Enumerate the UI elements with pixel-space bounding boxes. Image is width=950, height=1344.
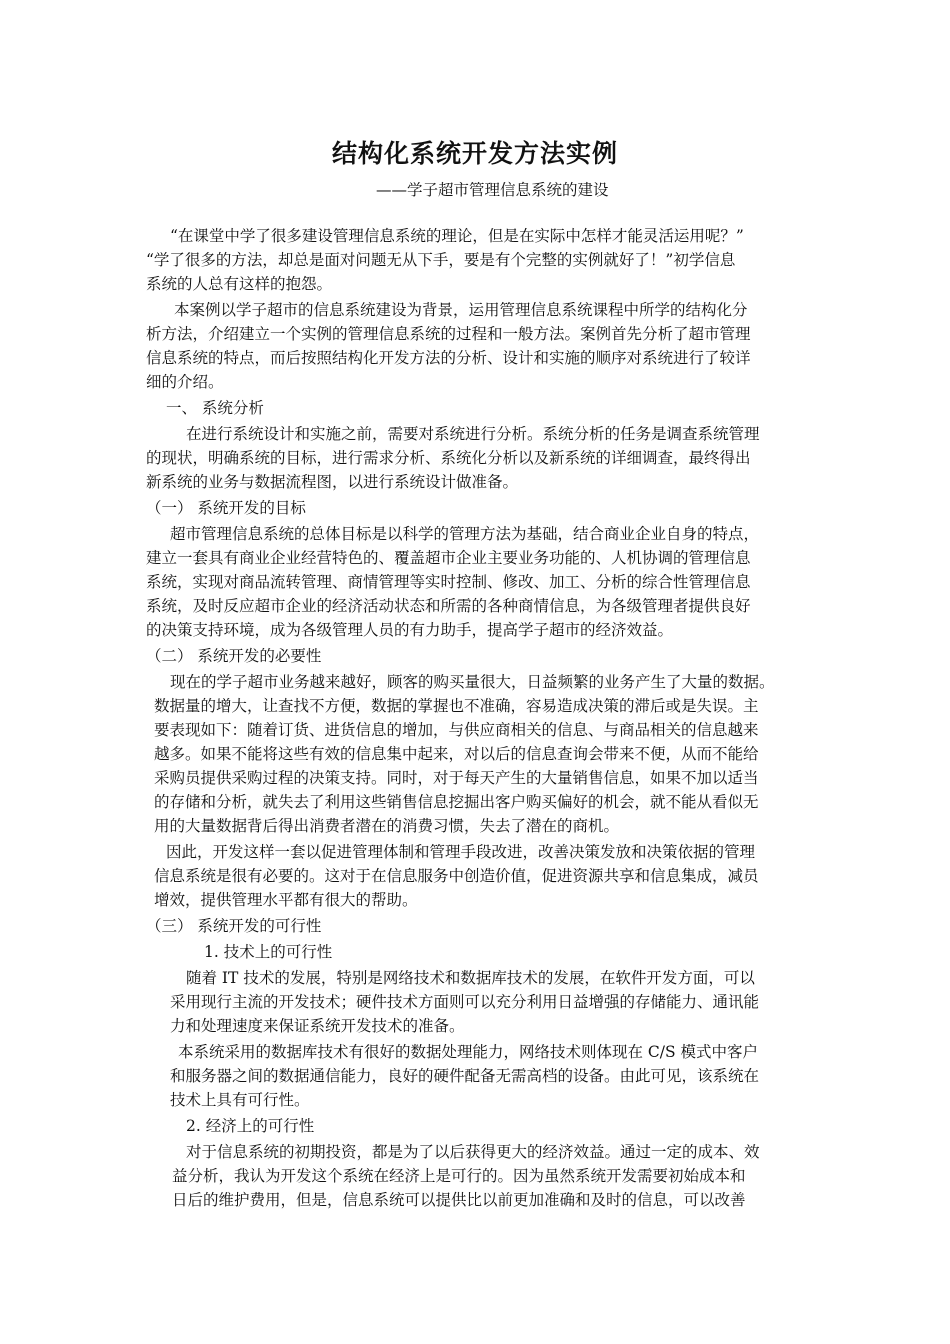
text-line: 信息系统是很有必要的。这对于在信息服务中创造价值，促进资源共享和信息集成，减员 [154,867,759,885]
text-line: （一） 系统开发的目标 [146,499,306,517]
text-line: 超市管理信息系统的总体目标是以科学的管理方法为基础，结合商业企业自身的特点， [170,525,760,543]
text-line: 在进行系统设计和实施之前，需要对系统进行分析。系统分析的任务是调查系统管理 [186,425,760,443]
text-line: 采购员提供采购过程的决策支持。同时，对于每天产生的大量销售信息，如果不加以适当 [154,769,759,787]
text-line: 的存储和分析，就失去了利用这些销售信息挖掘出客户购买偏好的机会，就不能从看似无 [154,793,759,811]
document-title: 结构化系统开发方法实例 [331,139,618,168]
text-line: 采用现行主流的开发技术；硬件技术方面则可以充分利用日益增强的存储能力、通讯能 [170,993,760,1011]
text-line: “在课堂中学了很多建设管理信息系统的理论，但是在实际中怎样才能灵活运用呢？” [170,227,744,245]
text-line: 越多。如果不能将这些有效的信息集中起来，对以后的信息查询会带来不便，从而不能给 [154,745,759,763]
text-line: 益分析，我认为开发这个系统在经济上是可行的。因为虽然系统开发需要初始成本和 [172,1167,746,1185]
text-line: 系统，及时反应超市企业的经济活动状态和所需的各种商情信息，为各级管理者提供良好 [146,597,751,615]
text-line: 要表现如下：随着订货、进货信息的增加，与供应商相关的信息、与商品相关的信息越来 [154,721,759,739]
text-line: 和服务器之间的数据通信能力，良好的硬件配备无需高档的设备。由此可见，该系统在 [170,1067,760,1085]
text-line: 随着 IT 技术的发展，特别是网络技术和数据库技术的发展，在软件开发方面，可以 [186,969,755,987]
text-line: 力和处理速度来保证系统开发技术的准备。 [170,1017,465,1035]
text-line: “学了很多的方法，却总是面对问题无从下手，要是有个完整的实例就好了！”初学信息 [146,251,736,269]
document-subtitle: ——学子超市管理信息系统的建设 [376,181,609,199]
text-line: 对于信息系统的初期投资，都是为了以后获得更大的经济效益。通过一定的成本、效 [186,1143,760,1161]
text-line: 的决策支持环境，成为各级管理人员的有力助手，提高学子超市的经济效益。 [146,621,674,639]
text-line: 细的介绍。 [146,373,224,391]
text-line: 用的大量数据背后得出消费者潜在的消费习惯，失去了潜在的商机。 [154,817,620,835]
text-line: 2. 经济上的可行性 [186,1117,315,1135]
text-line: 新系统的业务与数据流程图，以进行系统设计做准备。 [146,473,519,491]
text-line: 系统的人总有这样的抱怨。 [146,275,333,293]
text-line: 建立一套具有商业企业经营特色的、覆盖超市企业主要业务功能的、人机协调的管理信息 [146,549,751,567]
text-line: （三） 系统开发的可行性 [146,917,322,935]
text-line: 增效，提供管理水平都有很大的帮助。 [154,891,418,909]
text-line: 本案例以学子超市的信息系统建设为背景，运用管理信息系统课程中所学的结构化分 [174,301,748,319]
text-line: 1. 技术上的可行性 [204,943,333,961]
text-line: 系统，实现对商品流转管理、商情管理等实时控制、修改、加工、分析的综合性管理信息 [146,573,751,591]
text-line: 信息系统的特点，而后按照结构化开发方法的分析、设计和实施的顺序对系统进行了较详 [146,349,751,367]
text-line: 日后的维护费用，但是，信息系统可以提供比以前更加准确和及时的信息，可以改善 [172,1191,746,1209]
text-line: 的现状，明确系统的目标，进行需求分析、系统化分析以及新系统的详细调查，最终得出 [146,449,751,467]
text-line: 现在的学子超市业务越来越好，顾客的购买量很大，日益频繁的业务产生了大量的数据。 [170,673,775,691]
text-line: 一、 系统分析 [166,399,264,417]
text-line: 技术上具有可行性。 [170,1091,310,1109]
text-line: 因此，开发这样一套以促进管理体制和管理手段改进，改善决策发放和决策依据的管理 [166,843,756,861]
text-line: 本系统采用的数据库技术有很好的数据处理能力，网络技术则体现在 C/S 模式中客户 [178,1043,759,1061]
text-line: 数据量的增大，让查找不方便，数据的掌握也不准确，容易造成决策的滞后或是失误。主 [154,697,759,715]
text-line: 析方法，介绍建立一个实例的管理信息系统的过程和一般方法。案例首先分析了超市管理 [146,325,751,343]
text-line: （二） 系统开发的必要性 [146,647,322,665]
